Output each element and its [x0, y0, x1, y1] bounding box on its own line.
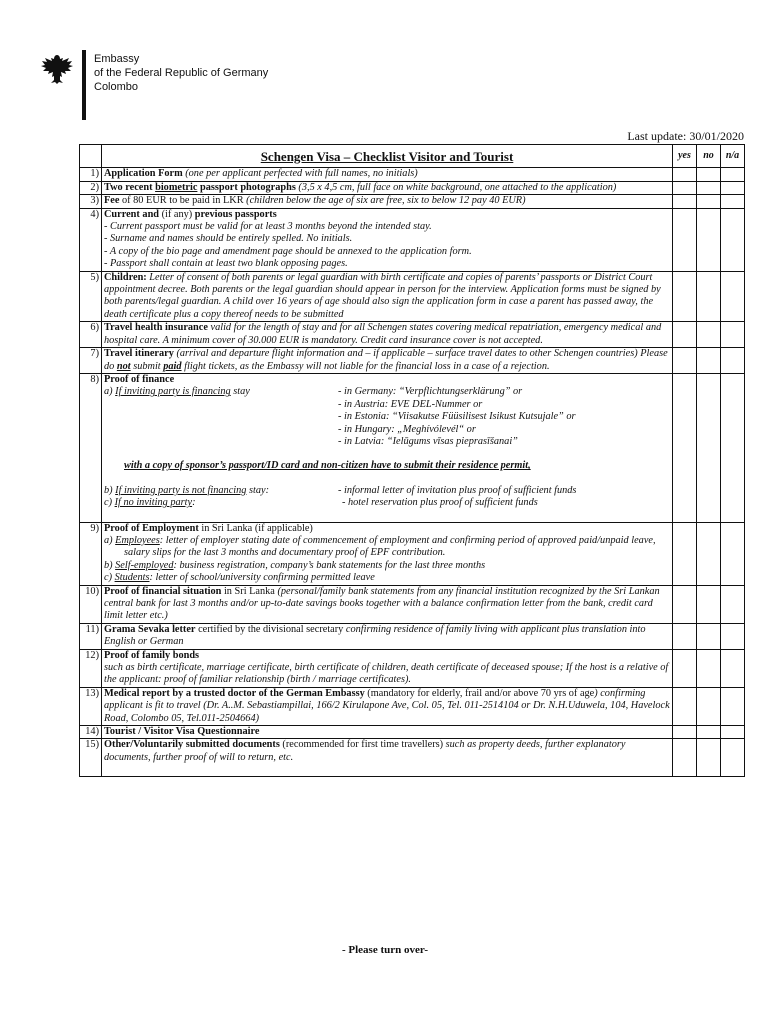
- table-row: 8) Proof of finance a) If inviting party is financing stay - in Germany: “Verpflichtungserklärung” or - in Austria: EVE DEL-Nummer or - in Estonia: “Viisakutse Füüsilisest Isikust Kutsujale” or - in Hungary: „Meghívólevél“ or - in Latvia: “Ielūgums vīsas pieprasīšanai” with a copy of sponsor’s passport/ID card and non-citizen have to submit their residence permit, b) If inviting party is not financing stay: - informal letter of invitation plus proof of sufficient funds c) If no inviting party: - hotel reservation plus proof of sufficient funds: [80, 373, 745, 522]
- checkbox-na[interactable]: [721, 168, 745, 181]
- checkbox-no[interactable]: [697, 373, 721, 522]
- checkbox-na[interactable]: [721, 181, 745, 194]
- checkbox-na[interactable]: [721, 739, 745, 777]
- table-row: 15) Other/Voluntarily submitted documents (recommended for first time travellers) such as property deeds, further explanatory documents, further proof of will to return, etc.: [80, 739, 745, 777]
- checkbox-no[interactable]: [697, 739, 721, 777]
- checkbox-yes[interactable]: [673, 348, 697, 374]
- checkbox-na[interactable]: [721, 271, 745, 322]
- checkbox-yes[interactable]: [673, 623, 697, 649]
- table-header-row: [80, 145, 745, 168]
- checkbox-yes[interactable]: [673, 271, 697, 322]
- table-row: 6) Travel health insurance valid for the length of stay and for all Schengen states covering medical repatriation, emergency medical and hospital care. A minimum cover of 30.000 EUR is mandatory. Credit card insurance cover is not accepted.: [80, 322, 745, 348]
- table-row: 11) Grama Sevaka letter certified by the divisional secretary confirming residence of family living with applicant plus translation into English or German: [80, 623, 745, 649]
- table-row: 10) Proof of financial situation in Sri Lanka (personal/family bank statements from any financial institution recognized by the Sri Lankan central bank for last 3 months and/or up-to-date savings books together with a balance confirmation letter from the bank, credit card limit letter etc.): [80, 585, 745, 623]
- checkbox-na[interactable]: [721, 348, 745, 374]
- checkbox-no[interactable]: [697, 687, 721, 725]
- checkbox-no[interactable]: [697, 522, 721, 585]
- checkbox-no[interactable]: [697, 623, 721, 649]
- checkbox-yes[interactable]: [673, 208, 697, 271]
- checkbox-yes[interactable]: [673, 522, 697, 585]
- table-row: 3) Fee of 80 EUR to be paid in LKR (children below the age of six are free, six to below 12 pay 40 EUR): [80, 195, 745, 208]
- table-row: 1) Application Form (one per applicant perfected with full names, no initials): [80, 168, 745, 181]
- checkbox-yes[interactable]: [673, 322, 697, 348]
- checkbox-na[interactable]: [721, 522, 745, 585]
- checkbox-yes[interactable]: [673, 649, 697, 687]
- checkbox-na[interactable]: [721, 195, 745, 208]
- table-row: 9) Proof of Employment in Sri Lanka (if applicable) a) Employees: letter of employer stating date of commencement of employment and confirming period of approved paid/unpaid leave, salary slips for the last 3 months and documentary proof of EPF contribution. b) Self-employed: business registration, company’s bank statements for the last three months c) Students: letter of school/university confirming permitted leave: [80, 522, 745, 585]
- checkbox-na[interactable]: [721, 373, 745, 522]
- turn-over-note: - Please turn over-: [341, 944, 429, 956]
- checkbox-yes[interactable]: [673, 195, 697, 208]
- checkbox-no[interactable]: [697, 726, 721, 739]
- table-row: 2) Two recent biometric passport photographs (3,5 x 4,5 cm, full face on white background, one attached to the application): [80, 181, 745, 194]
- header-divider: [82, 50, 86, 120]
- checkbox-na[interactable]: [721, 649, 745, 687]
- table-row: 13) Medical report by a trusted doctor of the German Embassy (mandatory for elderly, frail and/or above 70 yrs of age) confirming applicant is fit to travel (Dr. A..M. Sebastiampillai, 166/2 Kirulapone Ave, Col. 05, Tel. 011-2514104 or Dr. N.H.Uduwela, 104, Havelock Road, Colombo 05, Tel.011-2504664): [80, 687, 745, 725]
- checkbox-na[interactable]: [721, 322, 745, 348]
- checkbox-no[interactable]: [697, 195, 721, 208]
- checklist-table: [79, 144, 745, 777]
- checkbox-no[interactable]: [697, 181, 721, 194]
- checkbox-no[interactable]: [697, 322, 721, 348]
- col-na: n/a: [721, 145, 745, 168]
- checklist-title: Schengen Visa – Checklist Visitor and Tourist: [102, 145, 673, 168]
- checkbox-yes[interactable]: [673, 585, 697, 623]
- checkbox-na[interactable]: [721, 585, 745, 623]
- checkbox-na[interactable]: [721, 623, 745, 649]
- checkbox-yes[interactable]: [673, 373, 697, 522]
- table-row: 12) Proof of family bonds such as birth certificate, marriage certificate, birth certificate of children, death certificate of deceased spouse; If the host is a relative of the applicant: proof of familiar relationship (birth / marriage certificates).: [80, 649, 745, 687]
- checkbox-yes[interactable]: [673, 726, 697, 739]
- checkbox-no[interactable]: [697, 649, 721, 687]
- last-update: Last update: 30/01/2020: [627, 129, 744, 143]
- checkbox-no[interactable]: [697, 585, 721, 623]
- table-row: 5) Children: Letter of consent of both parents or legal guardian with birth certificate and copies of parents’ passports or District Court appointment decree. Both parents or the legal guardian should appear in person for the interview. Application forms must be signed by both parents/legal guardian. A child over 16 years of age should also sign the application form in case a parent has passed away, the death certificate plus a copy thereof needs to be submitted: [80, 271, 745, 322]
- checkbox-yes[interactable]: [673, 687, 697, 725]
- checkbox-yes[interactable]: [673, 181, 697, 194]
- table-row: 14) Tourist / Visitor Visa Questionnaire: [80, 726, 745, 739]
- federal-eagle-icon: [40, 52, 74, 86]
- checkbox-yes[interactable]: [673, 739, 697, 777]
- checkbox-no[interactable]: [697, 271, 721, 322]
- checkbox-no[interactable]: [697, 208, 721, 271]
- embassy-name: Embassy of the Federal Republic of Germany Colombo: [94, 53, 269, 93]
- table-row: 4) Current and (if any) previous passports - Current passport must be valid for at least 3 months beyond the intended stay. - Surname and names should be entirely spelled. No initials. - A copy of the bio page and amendment page should be annexed to the application form. - Passport shall contain at least two blank opposing pages.: [80, 208, 745, 271]
- sponsor-note: with a copy of sponsor’s passport/ID card and non-citizen have to submit their residence permit,: [124, 460, 531, 472]
- col-no: no: [697, 145, 721, 168]
- checkbox-na[interactable]: [721, 687, 745, 725]
- table-row: 7) Travel itinerary (arrival and departure flight information and – if applicable – surface travel dates to other Schengen countries) Please do not submit paid flight tickets, as the Embassy will not liable for the financial loss in a case of a rejection.: [80, 348, 745, 374]
- checkbox-na[interactable]: [721, 208, 745, 271]
- checkbox-yes[interactable]: [673, 168, 697, 181]
- checkbox-no[interactable]: [697, 348, 721, 374]
- checkbox-na[interactable]: [721, 726, 745, 739]
- checkbox-no[interactable]: [697, 168, 721, 181]
- col-yes: yes: [673, 145, 697, 168]
